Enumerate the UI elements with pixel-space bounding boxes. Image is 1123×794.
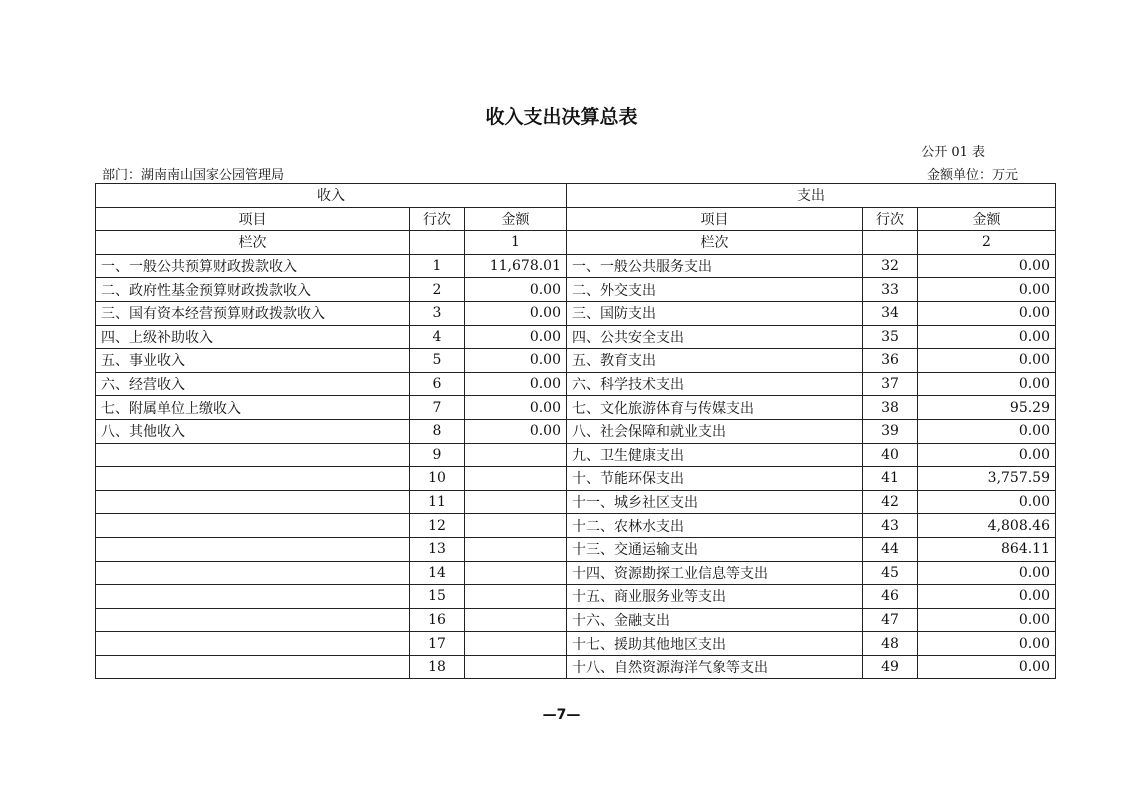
income-line-blank	[410, 231, 465, 255]
expense-amount-cell: 4,808.46	[918, 514, 1056, 538]
income-line-cell: 6	[410, 372, 465, 396]
income-item-cell: 二、政府性基金预算财政拨款收入	[96, 278, 410, 302]
expense-amount-cell: 0.00	[918, 301, 1056, 325]
expense-item-cell: 七、文化旅游体育与传媒支出	[567, 396, 863, 420]
expense-line-cell: 43	[863, 514, 918, 538]
expense-line-cell: 46	[863, 585, 918, 609]
expense-item-cell: 三、国防支出	[567, 301, 863, 325]
expense-item-cell: 四、公共安全支出	[567, 325, 863, 349]
income-column-number: 1	[465, 231, 567, 255]
expense-line-cell: 49	[863, 655, 918, 679]
page-number: —7—	[542, 707, 581, 723]
income-item-cell	[96, 490, 410, 514]
expense-item-header: 项目	[567, 207, 863, 231]
expense-line-cell: 36	[863, 349, 918, 373]
expense-amount-cell: 3,757.59	[918, 467, 1056, 491]
income-item-cell	[96, 514, 410, 538]
table-row	[96, 585, 1056, 609]
income-item-cell: 五、事业收入	[96, 349, 410, 373]
income-item-cell	[96, 585, 410, 609]
expense-amount-cell: 0.00	[918, 254, 1056, 278]
expense-amount-cell: 0.00	[918, 490, 1056, 514]
income-line-cell: 10	[410, 467, 465, 491]
income-amount-cell	[465, 632, 567, 656]
column-number-row	[96, 231, 1056, 255]
table-row	[96, 349, 1056, 373]
table-row	[96, 419, 1056, 443]
income-line-cell: 17	[410, 632, 465, 656]
table-row	[96, 514, 1056, 538]
expense-line-cell: 45	[863, 561, 918, 585]
expense-item-cell: 十七、援助其他地区支出	[567, 632, 863, 656]
income-line-cell: 3	[410, 301, 465, 325]
expense-column-label: 栏次	[567, 231, 863, 255]
income-section-header: 收入	[96, 184, 567, 208]
income-item-cell	[96, 443, 410, 467]
table-row	[96, 561, 1056, 585]
income-item-cell: 四、上级补助收入	[96, 325, 410, 349]
section-header-row	[96, 184, 1056, 208]
income-item-cell: 三、国有资本经营预算财政拨款收入	[96, 301, 410, 325]
expense-item-cell: 八、社会保障和就业支出	[567, 419, 863, 443]
income-column-label: 栏次	[96, 231, 410, 255]
expense-amount-cell: 0.00	[918, 608, 1056, 632]
expense-line-cell: 41	[863, 467, 918, 491]
income-item-cell	[96, 632, 410, 656]
income-line-cell: 9	[410, 443, 465, 467]
expense-item-cell: 十八、自然资源海洋气象等支出	[567, 655, 863, 679]
expense-line-cell: 39	[863, 419, 918, 443]
expense-line-cell: 48	[863, 632, 918, 656]
income-item-cell	[96, 655, 410, 679]
table-row	[96, 372, 1056, 396]
expense-item-cell: 九、卫生健康支出	[567, 443, 863, 467]
expense-amount-header: 金额	[918, 207, 1056, 231]
income-line-cell: 11	[410, 490, 465, 514]
expense-line-cell: 33	[863, 278, 918, 302]
expense-amount-cell: 0.00	[918, 655, 1056, 679]
amount-unit-label: 金额单位：万元	[926, 168, 1018, 183]
income-line-cell: 18	[410, 655, 465, 679]
income-line-cell: 12	[410, 514, 465, 538]
expense-line-blank	[863, 231, 918, 255]
expense-item-cell: 十一、城乡社区支出	[567, 490, 863, 514]
expense-item-cell: 六、科学技术支出	[567, 372, 863, 396]
expense-line-cell: 37	[863, 372, 918, 396]
expense-item-cell: 十、节能环保支出	[567, 467, 863, 491]
income-line-cell: 15	[410, 585, 465, 609]
department-label: 部门：湖南南山国家公园管理局	[102, 168, 285, 183]
expense-amount-cell: 0.00	[918, 325, 1056, 349]
income-item-cell: 一、一般公共预算财政拨款收入	[96, 254, 410, 278]
table-row	[96, 278, 1056, 302]
income-amount-cell	[465, 443, 567, 467]
expense-line-cell: 47	[863, 608, 918, 632]
expense-line-cell: 34	[863, 301, 918, 325]
expense-section-header: 支出	[567, 184, 1056, 208]
income-item-cell: 六、经营收入	[96, 372, 410, 396]
expense-line-cell: 40	[863, 443, 918, 467]
income-amount-cell: 0.00	[465, 419, 567, 443]
expense-line-cell: 32	[863, 254, 918, 278]
income-line-cell: 5	[410, 349, 465, 373]
expense-item-cell: 五、教育支出	[567, 349, 863, 373]
income-item-cell	[96, 467, 410, 491]
table-row	[96, 632, 1056, 656]
income-amount-cell	[465, 585, 567, 609]
table-row	[96, 396, 1056, 420]
expense-line-cell: 44	[863, 537, 918, 561]
table-row	[96, 467, 1056, 491]
table-row	[96, 301, 1056, 325]
expense-amount-cell: 0.00	[918, 419, 1056, 443]
table-row	[96, 254, 1056, 278]
expense-item-cell: 十四、资源勘探工业信息等支出	[567, 561, 863, 585]
income-amount-cell	[465, 561, 567, 585]
income-line-cell: 16	[410, 608, 465, 632]
expense-amount-cell: 0.00	[918, 372, 1056, 396]
expense-item-cell: 十三、交通运输支出	[567, 537, 863, 561]
table-body	[96, 254, 1056, 679]
expense-line-cell: 38	[863, 396, 918, 420]
expense-line-cell: 35	[863, 325, 918, 349]
income-item-cell	[96, 537, 410, 561]
income-amount-cell	[465, 514, 567, 538]
table-row	[96, 537, 1056, 561]
expense-amount-cell: 0.00	[918, 632, 1056, 656]
income-amount-cell: 0.00	[465, 278, 567, 302]
expense-amount-cell: 0.00	[918, 561, 1056, 585]
table-row	[96, 655, 1056, 679]
income-amount-cell: 0.00	[465, 301, 567, 325]
table-row	[96, 443, 1056, 467]
income-item-cell	[96, 561, 410, 585]
income-line-cell: 1	[410, 254, 465, 278]
income-amount-cell: 0.00	[465, 372, 567, 396]
income-item-header: 项目	[96, 207, 410, 231]
page-title: 收入支出决算总表	[485, 106, 638, 128]
expense-item-cell: 十五、商业服务业等支出	[567, 585, 863, 609]
income-line-header: 行次	[410, 207, 465, 231]
income-line-cell: 8	[410, 419, 465, 443]
expense-item-cell: 十二、农林水支出	[567, 514, 863, 538]
column-header-row	[96, 207, 1056, 231]
income-amount-cell	[465, 608, 567, 632]
income-amount-cell: 0.00	[465, 325, 567, 349]
expense-amount-cell: 0.00	[918, 443, 1056, 467]
income-line-cell: 4	[410, 325, 465, 349]
expense-amount-cell: 0.00	[918, 585, 1056, 609]
expense-line-header: 行次	[863, 207, 918, 231]
table-row	[96, 490, 1056, 514]
income-amount-cell	[465, 490, 567, 514]
income-amount-cell: 0.00	[465, 396, 567, 420]
table-row	[96, 325, 1056, 349]
income-expense-table	[95, 183, 1056, 679]
form-number: 公开 01 表	[921, 145, 985, 160]
income-line-cell: 2	[410, 278, 465, 302]
expense-amount-cell: 864.11	[918, 537, 1056, 561]
expense-item-cell: 二、外交支出	[567, 278, 863, 302]
income-amount-cell: 0.00	[465, 349, 567, 373]
expense-item-cell: 十六、金融支出	[567, 608, 863, 632]
income-item-cell: 七、附属单位上缴收入	[96, 396, 410, 420]
expense-column-number: 2	[918, 231, 1056, 255]
expense-line-cell: 42	[863, 490, 918, 514]
income-amount-cell: 11,678.01	[465, 254, 567, 278]
income-line-cell: 13	[410, 537, 465, 561]
expense-amount-cell: 95.29	[918, 396, 1056, 420]
income-line-cell: 7	[410, 396, 465, 420]
income-line-cell: 14	[410, 561, 465, 585]
expense-amount-cell: 0.00	[918, 349, 1056, 373]
income-amount-cell	[465, 467, 567, 491]
income-amount-cell	[465, 537, 567, 561]
income-item-cell: 八、其他收入	[96, 419, 410, 443]
income-item-cell	[96, 608, 410, 632]
table-row	[96, 608, 1056, 632]
expense-item-cell: 一、一般公共服务支出	[567, 254, 863, 278]
income-amount-header: 金额	[465, 207, 567, 231]
income-amount-cell	[465, 655, 567, 679]
expense-amount-cell: 0.00	[918, 278, 1056, 302]
